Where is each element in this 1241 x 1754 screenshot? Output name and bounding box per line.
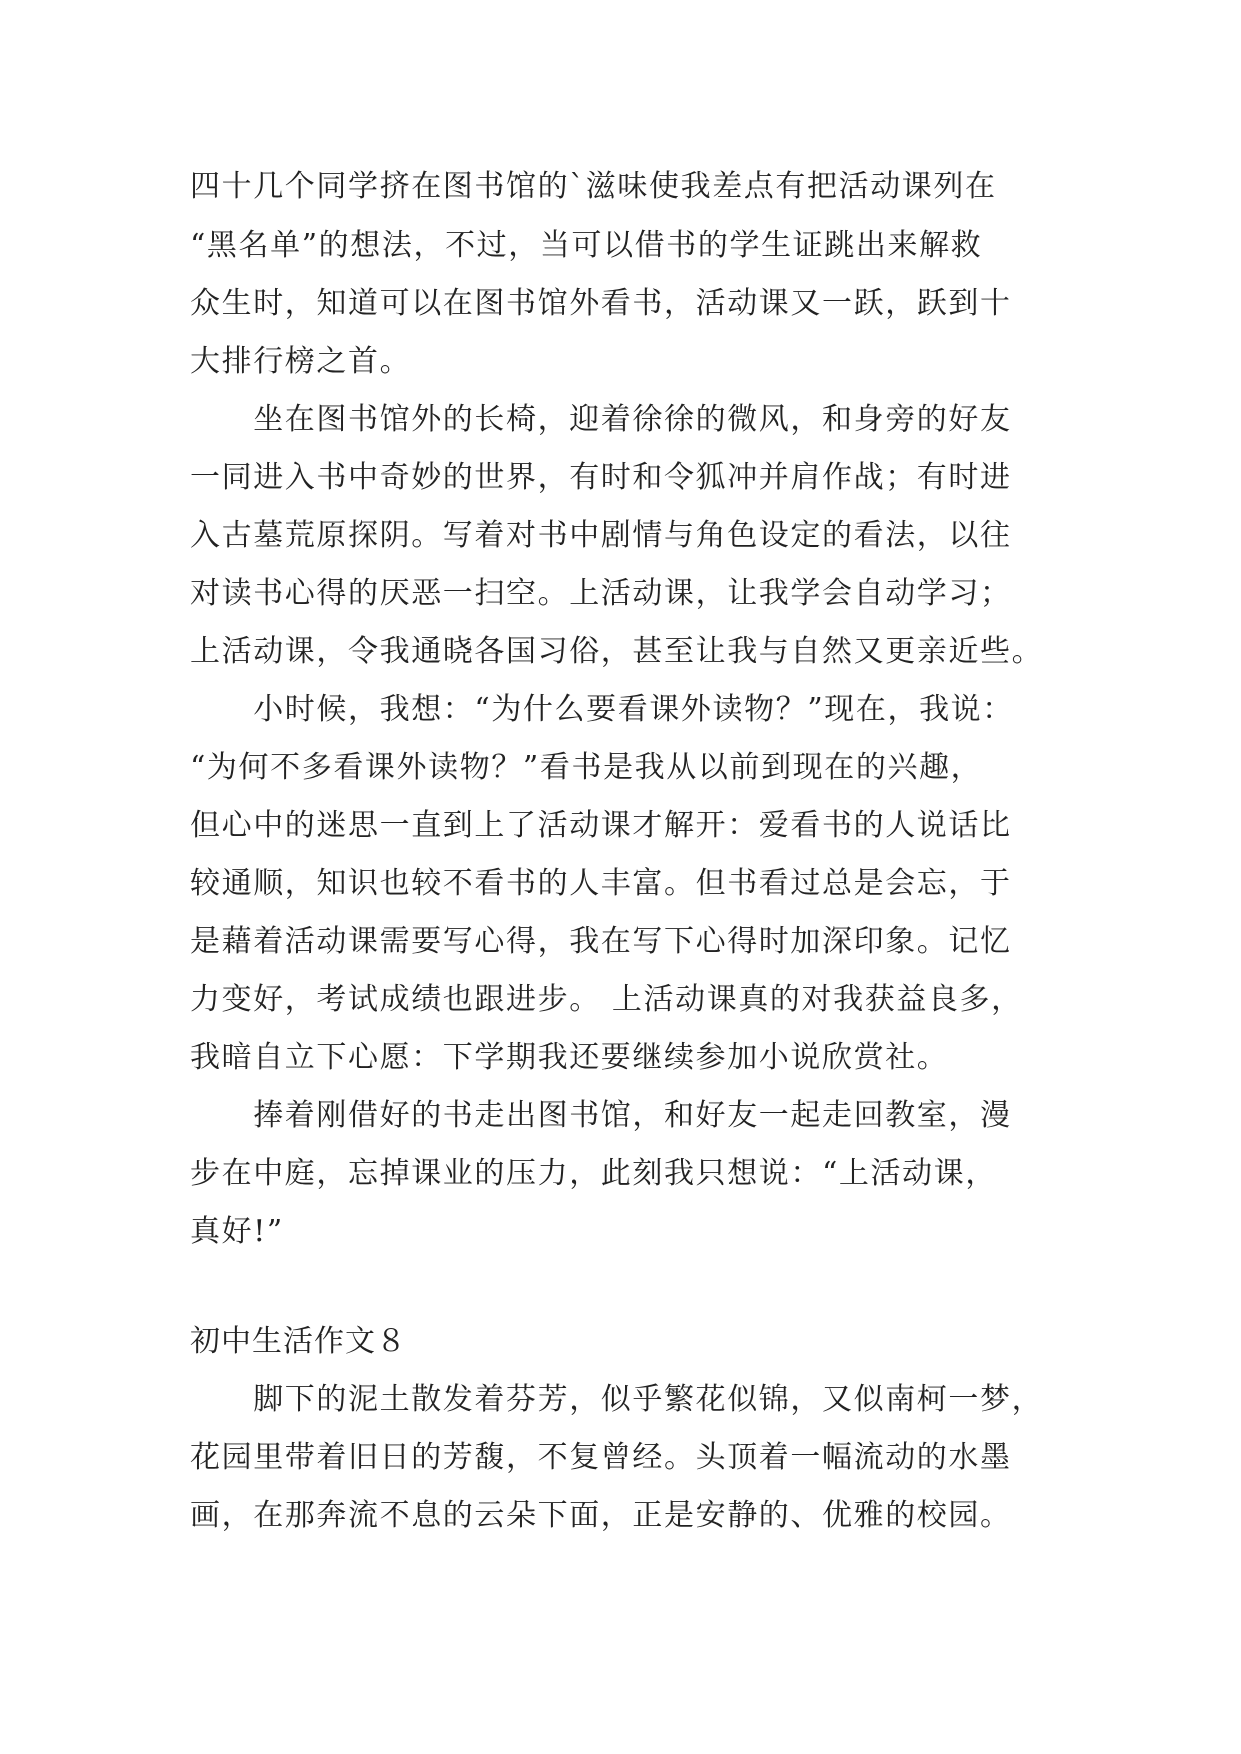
paragraph-line: 我暗自立下心愿：下学期我还要继续参加小说欣赏社。 <box>190 1040 949 1075</box>
paragraph-line: 众生时，知道可以在图书馆外看书，活动课又一跃，跃到十 <box>190 286 1012 321</box>
section-heading: 初中生活作文８ <box>190 1324 407 1359</box>
paragraph-line: 步在中庭，忘掉课业的压力，此刻我只想说：“上活动课， <box>190 1156 997 1191</box>
paragraph-line: 对读书心得的厌恶一扫空。上活动课，让我学会自动学习； <box>190 576 1012 611</box>
paragraph-line: 力变好，考试成绩也跟进步。 上活动课真的对我获益良多， <box>190 982 1023 1017</box>
paragraph-line: 大排行榜之首。 <box>190 344 412 379</box>
paragraph-line: 上活动课，令我通晓各国习俗，甚至让我与自然又更亲近些。 <box>190 634 1044 669</box>
paragraph-line: 小时候，我想：“为什么要看课外读物？”现在，我说： <box>190 692 1014 727</box>
paragraph-line: 真好!” <box>190 1214 284 1249</box>
paragraph-line: 四十几个同学挤在图书馆的`滋味使我差点有把活动课列在 <box>190 169 997 204</box>
paragraph-line: 花园里带着旧日的芳馥，不复曾经。头顶着一幅流动的水墨 <box>190 1440 1012 1475</box>
paragraph-line: 是藉着活动课需要写心得，我在写下心得时加深印象。记忆 <box>190 924 1012 959</box>
paragraph-line: 入古墓荒原探阴。写着对书中剧情与角色设定的看法，以往 <box>190 518 1012 553</box>
paragraph-line: 一同进入书中奇妙的世界，有时和令狐冲并肩作战；有时进 <box>190 460 1012 495</box>
paragraph-line: “黑名单”的想法，不过，当可以借书的学生证跳出来解救 <box>190 228 983 263</box>
paragraph-line: “为何不多看课外读物？”看书是我从以前到现在的兴趣， <box>190 750 983 785</box>
paragraph-line: 但心中的迷思一直到上了活动课才解开：爱看书的人说话比 <box>190 808 1012 843</box>
paragraph-line: 画，在那奔流不息的云朵下面，正是安静的、优雅的校园。 <box>190 1498 1012 1533</box>
paragraph-line: 坐在图书馆外的长椅，迎着徐徐的微风，和身旁的好友 <box>190 402 1012 437</box>
paragraph-line: 较通顺，知识也较不看书的人丰富。但书看过总是会忘，于 <box>190 866 1012 901</box>
paragraph-line: 脚下的泥土散发着芬芳，似乎繁花似锦，又似南柯一梦， <box>190 1382 1044 1417</box>
paragraph-line: 捧着刚借好的书走出图书馆，和好友一起走回教室，漫 <box>190 1098 1012 1133</box>
